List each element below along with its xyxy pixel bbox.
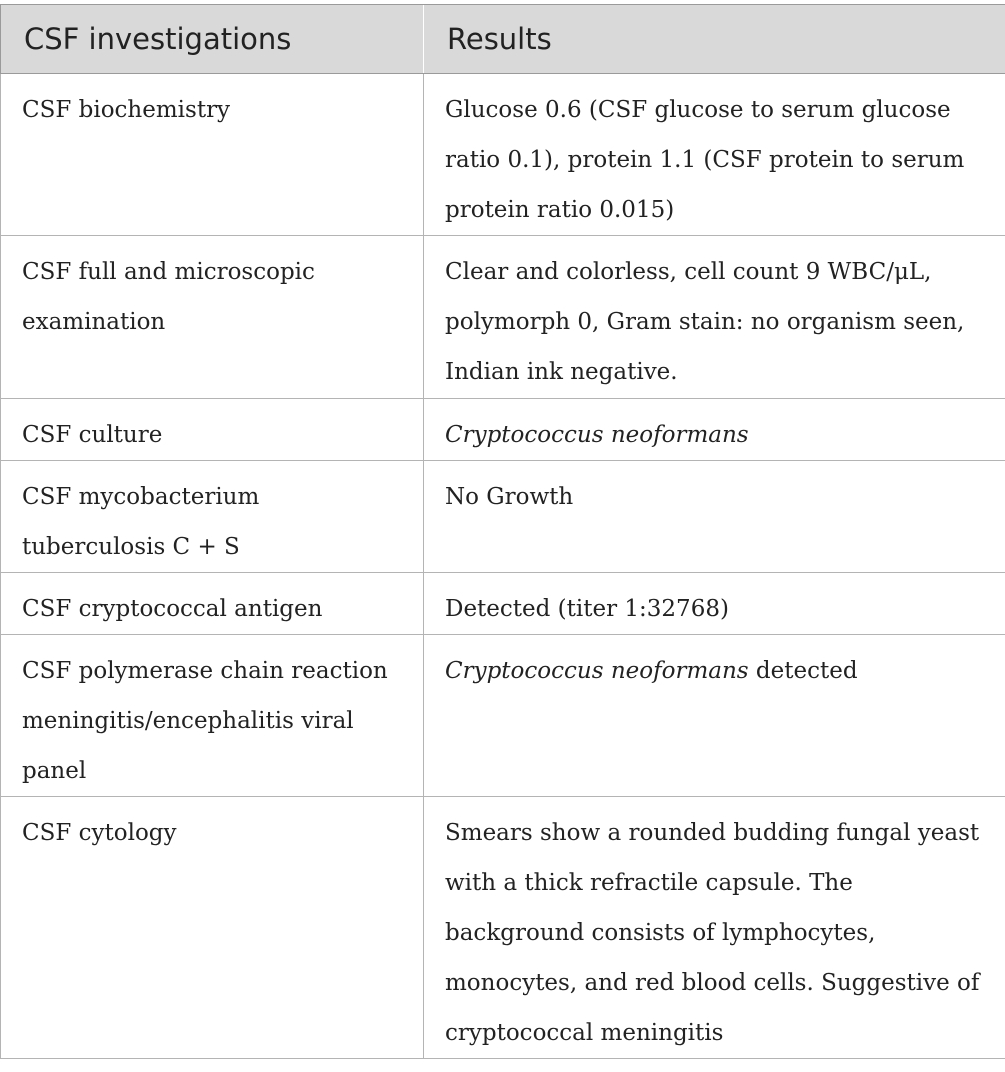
- csf-results-table: [0, 4, 1005, 1059]
- result-cell: Clear and colorless, cell count 9 WBC/μL, polymorph 0, Gram stain: no organism seen, Indian ink negative.: [424, 236, 1005, 399]
- table-row: [1, 797, 1005, 1059]
- organism-name: Cryptococcus neoformans: [445, 658, 749, 684]
- result-cell: No Growth: [424, 461, 1005, 573]
- result-cell: [424, 635, 1005, 797]
- table-row: [1, 236, 1005, 399]
- result-suffix: detected: [748, 658, 858, 684]
- table-row: [1, 461, 1005, 573]
- header-investigations: CSF investigations: [1, 5, 424, 74]
- investigation-cell: CSF cryptococcal antigen: [1, 573, 424, 635]
- table-row: [1, 573, 1005, 635]
- table-body: [1, 74, 1005, 1059]
- table-row: [1, 399, 1005, 461]
- investigation-cell: CSF mycobacterium tuberculosis C + S: [1, 461, 424, 573]
- investigation-cell: CSF polymerase chain reaction meningitis/encephalitis viral panel: [1, 635, 424, 797]
- result-cell: Glucose 0.6 (CSF glucose to serum glucose ratio 0.1), protein 1.1 (CSF protein to serum protein ratio 0.015): [424, 74, 1005, 236]
- table-row: [1, 74, 1005, 236]
- table-header: [1, 5, 1005, 74]
- result-cell: Detected (titer 1:32768): [424, 573, 1005, 635]
- investigation-cell: CSF full and microscopic examination: [1, 236, 424, 399]
- result-cell: Smears show a rounded budding fungal yeast with a thick refractile capsule. The background consists of lymphocytes, monocytes, and red blood cells. Suggestive of cryptococcal meningitis: [424, 797, 1005, 1059]
- investigation-cell: CSF biochemistry: [1, 74, 424, 236]
- header-results: Results: [424, 5, 1005, 74]
- header-row: [1, 5, 1005, 74]
- investigation-cell: CSF cytology: [1, 797, 424, 1059]
- table-row: [1, 635, 1005, 797]
- investigation-cell: CSF culture: [1, 399, 424, 461]
- organism-name: Cryptococcus neoformans: [445, 422, 749, 448]
- result-cell: [424, 399, 1005, 461]
